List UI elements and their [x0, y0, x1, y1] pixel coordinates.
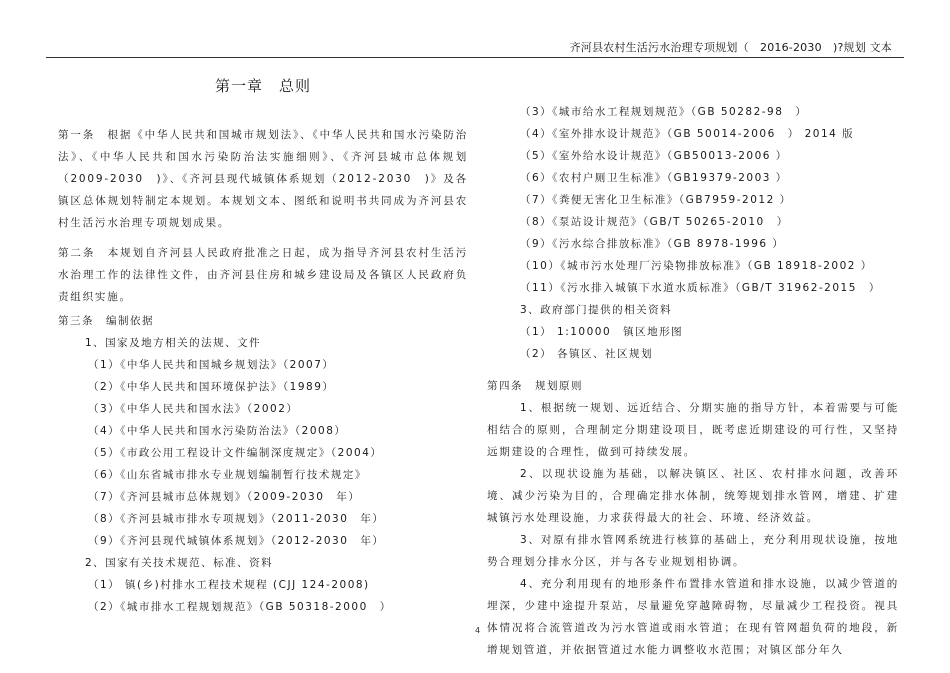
- section-2-title: 2、国家有关技术规范、标准、资料: [85, 557, 274, 569]
- running-header: 齐河县农村生活污水治理专项规划（ 2016-2030 )?规划 文本: [569, 41, 892, 54]
- list-item: （7）《粪便无害化卫生标准》（GB7959-2012 ）: [520, 194, 792, 206]
- list-item: （6）《山东省城市排水专业规划编制暂行技术规定》: [88, 469, 367, 481]
- list-item: （5）《市政公用工程设计文件编制深度规定》（2004）: [88, 447, 383, 459]
- list-item: （5）《室外给水设计规范》（GB50013-2006 ）: [520, 150, 788, 162]
- page-number: 4: [475, 626, 481, 635]
- principle-2: 2、以现状设施为基础，以解决镇区、社区、农村排水问题，改善环境、减少污染为目的，合理确定排水体制，统筹规划排水管网，增建、扩建城镇污水处理设施，力求获得最大的社会、环境、经济效益。: [487, 468, 899, 524]
- article-1: 第一条 根据《中华人民共和国城市规划法》、《中华人民共和国水污染防治法》、《中华人民共和国水污染防治法实施细则》、《齐河县城市总体规划（2009-2030 )》、《齐河县现代城镇体系规划（2012-2030 )》及各镇区总体规划特制定本规划。本规划文本、图纸和说明书共同成为齐河县农村生活污水治理专项规划成果。: [58, 129, 468, 229]
- list-item: （2） 各镇区、社区规划: [520, 348, 654, 360]
- list-item: （9）《污水综合排放标准》（GB 8978-1996 ）: [520, 238, 785, 250]
- list-item: （7）《齐河县城市总体规划》（2009-2030 年）: [88, 491, 361, 503]
- list-item: （1） 镇(乡)村排水工程技术规程 (CJJ 124-2008): [88, 579, 370, 591]
- chapter-title: 第一章 总则: [214, 77, 311, 95]
- list-item: （10）《城市污水处理厂污染物排放标准》（GB 18918-2002 ）: [520, 260, 873, 272]
- list-item: （3）《城市给水工程规划规范》（GB 50282-98 ）: [520, 106, 808, 118]
- section-3-title: 3、政府部门提供的相关资料: [520, 304, 673, 316]
- article-3-title: 第三条 编制依据: [58, 315, 154, 327]
- list-item: （1） 1:10000 镇区地形图: [520, 326, 684, 338]
- right-column: [487, 101, 899, 661]
- left-column: [58, 72, 468, 618]
- section-1-title: 1、国家及地方相关的法规、文件: [85, 337, 262, 349]
- list-item: （8）《泵站设计规范》（GB/T 50265-2010 ）: [520, 216, 789, 228]
- header-divider: [46, 57, 904, 58]
- article-2: 第二条 本规划自齐河县人民政府批准之日起，成为指导齐河县农村生活污水治理工作的法律性文件，由齐河县住房和城乡建设局及各镇区人民政府负责组织实施。: [58, 247, 468, 303]
- list-item: （6）《农村户厕卫生标准》（GB19379-2003 ）: [520, 172, 788, 184]
- list-item: （2）《中华人民共和国环境保护法》（1989）: [88, 381, 335, 393]
- list-item: （8）《齐河县城市排水专项规划》（2011-2030 年）: [88, 513, 385, 525]
- list-item: （2）《城市排水工程规划规范》（GB 50318-2000 ）: [88, 601, 392, 613]
- list-item: （9）《齐河县现代城镇体系规划》（2012-2030 年）: [88, 535, 385, 547]
- list-item: （4）《室外排水设计规范》（GB 50014-2006 ） 2014 版: [520, 128, 855, 140]
- article-4-title: 第四条 规划原则: [487, 380, 583, 392]
- list-item: （4）《中华人民共和国水污染防治法》（2008）: [88, 425, 347, 437]
- list-item: （3）《中华人民共和国水法》（2002）: [88, 403, 299, 415]
- list-item: （11）《污水排入城镇下水道水质标准》（GB/T 31962-2015 ）: [520, 282, 881, 294]
- list-item: （1）《中华人民共和国城乡规划法》（2007）: [88, 359, 335, 371]
- principle-3: 3、对原有排水管网系统进行核算的基础上，充分利用现状设施，按地势合理划分排水分区，并与各专业规划相协调。: [487, 534, 899, 568]
- principle-4: 4、充分利用现有的地形条件布置排水管道和排水设施，以减少管道的埋深，少建中途提升泵站，尽量避免穿越障碍物，尽量减少工程投资。视具体情况将合流管道改为污水管道或雨水管道；在现有管网超负荷的地段，新增规划管道，并依据管道过水能力调整收水范围；对镇区部分年久: [487, 578, 899, 656]
- principle-1: 1、根据统一规划、远近结合、分期实施的指导方针，本着需要与可能相结合的原则，合理制定分期建设项目，既考虑近期建设的可行性，又坚持远期建设的合理性，做到可持续发展。: [487, 402, 899, 458]
